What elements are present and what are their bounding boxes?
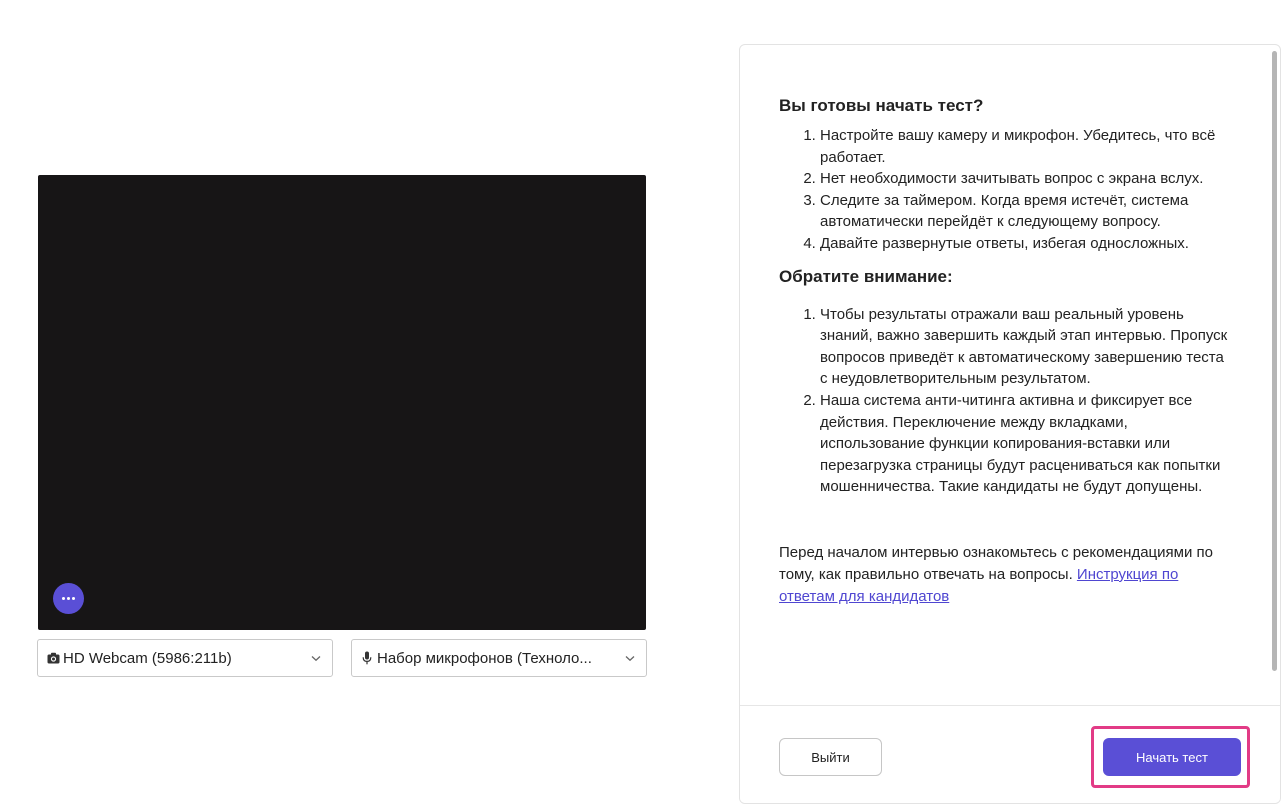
- video-preview: [38, 175, 646, 630]
- exit-button[interactable]: Выйти: [779, 738, 882, 776]
- chevron-down-icon: [310, 652, 322, 664]
- instructions-panel: [739, 44, 1281, 804]
- ready-list: [779, 125, 1230, 255]
- list-item: 1. Настройте вашу камеру и микрофон. Убедитесь, что всё работает.: [820, 125, 1230, 168]
- list-item: 2. Наша система анти-читинга активна и фиксирует все действия. Переключение между вкладками, использование функции копирования-вставки или перезагрузка страницы будут расцениваться как попытки мошенничества. Такие кандидаты не будут допущены.: [820, 390, 1230, 498]
- scrollbar[interactable]: [1272, 51, 1277, 671]
- start-test-button[interactable]: Начать тест: [1103, 738, 1241, 776]
- attention-title: Обратите внимание:: [779, 266, 953, 286]
- microphone-icon: [360, 651, 374, 665]
- intro-note: [779, 542, 1230, 608]
- camera-icon: [46, 651, 60, 665]
- panel-footer: [740, 705, 1280, 804]
- list-item: 4. Давайте развернутые ответы, избегая односложных.: [820, 233, 1230, 255]
- microphone-select-value: Набор микрофонов (Техноло...: [377, 649, 592, 667]
- camera-select[interactable]: [37, 639, 333, 677]
- list-item: 1. Чтобы результаты отражали ваш реальный уровень знаний, важно завершить каждый этап интервью. Пропуск вопросов приведёт к автоматическому завершению теста с неудовлетворительным результатом.: [820, 304, 1230, 390]
- list-item: 3. Следите за таймером. Когда время истечёт, система автоматически перейдёт к следующему вопросу.: [820, 190, 1230, 233]
- chevron-down-icon: [624, 652, 636, 664]
- more-dots-icon: [62, 597, 75, 600]
- microphone-select[interactable]: [351, 639, 647, 677]
- camera-select-value: HD Webcam (5986:211b): [63, 649, 232, 667]
- attention-list: [779, 304, 1230, 498]
- candidate-guide-link[interactable]: Инструкция по ответам для кандидатов: [779, 565, 1179, 605]
- intro-note-text: Перед началом интервью ознакомьтесь с рекомендациями по тому, как правильно отвечать на вопросы.: [779, 543, 1213, 583]
- more-options-button[interactable]: [53, 583, 84, 614]
- instructions-content[interactable]: [740, 45, 1270, 705]
- ready-title: Вы готовы начать тест?: [779, 96, 984, 115]
- list-item: 2. Нет необходимости зачитывать вопрос с экрана вслух.: [820, 168, 1230, 190]
- start-button-highlight: [1091, 726, 1250, 788]
